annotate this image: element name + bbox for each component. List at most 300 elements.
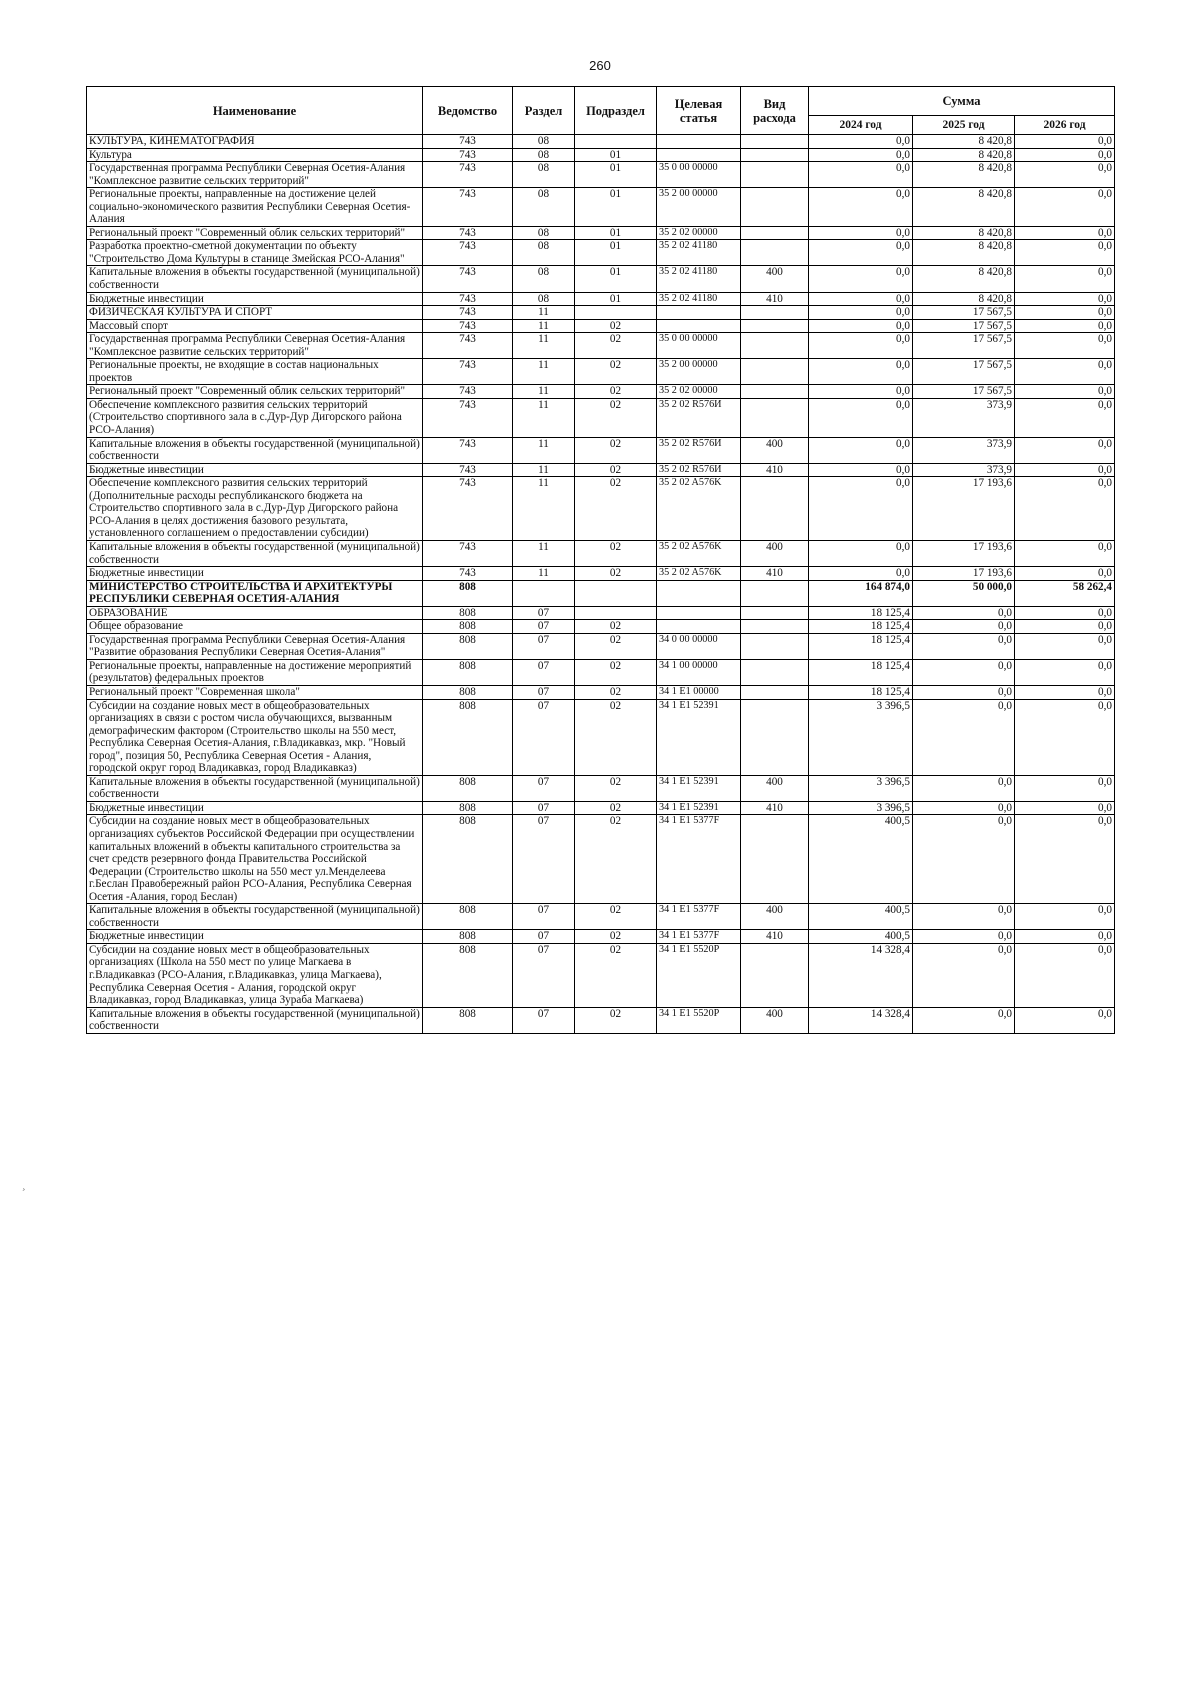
row-sum-2026: 0,0 [1015,359,1115,385]
row-name: Массовый спорт [87,319,423,333]
row-razdel: 07 [513,633,575,659]
row-vid-rashoda [741,620,809,634]
row-celevaya-statya: 34 1 E1 5520P [657,1007,741,1033]
row-sum-2024: 0,0 [809,398,913,437]
table-row [87,359,1115,385]
row-vedomstvo: 808 [423,606,513,620]
row-sum-2026: 0,0 [1015,659,1115,685]
row-podrazdel: 02 [575,398,657,437]
row-vedomstvo: 808 [423,633,513,659]
row-sum-2026: 0,0 [1015,162,1115,188]
row-sum-2025: 17 567,5 [913,385,1015,399]
row-sum-2024: 0,0 [809,385,913,399]
row-sum-2024: 18 125,4 [809,685,913,699]
table-row [87,567,1115,581]
row-celevaya-statya: 35 2 02 A576K [657,477,741,541]
row-sum-2025: 0,0 [913,943,1015,1007]
row-vedomstvo: 743 [423,463,513,477]
row-sum-2026: 0,0 [1015,815,1115,904]
row-podrazdel [575,606,657,620]
table-row [87,540,1115,566]
header-celevaya-statya: Целевая статья [657,87,741,135]
row-name: Региональный проект "Современный облик сельских территорий" [87,385,423,399]
row-sum-2024: 18 125,4 [809,620,913,634]
row-vedomstvo: 808 [423,775,513,801]
row-celevaya-statya: 35 2 00 00000 [657,188,741,227]
row-vid-rashoda: 400 [741,437,809,463]
table-row [87,904,1115,930]
row-vedomstvo: 808 [423,699,513,775]
row-razdel: 11 [513,540,575,566]
row-vid-rashoda [741,685,809,699]
row-sum-2026: 0,0 [1015,620,1115,634]
row-celevaya-statya [657,580,741,606]
row-name: Бюджетные инвестиции [87,801,423,815]
row-sum-2026: 0,0 [1015,306,1115,320]
row-razdel: 07 [513,943,575,1007]
row-sum-2025: 17 193,6 [913,540,1015,566]
row-podrazdel [575,580,657,606]
row-sum-2024: 0,0 [809,567,913,581]
table-row [87,306,1115,320]
row-sum-2026: 0,0 [1015,135,1115,149]
row-vid-rashoda [741,333,809,359]
row-podrazdel: 02 [575,477,657,541]
row-celevaya-statya [657,148,741,162]
row-razdel: 11 [513,567,575,581]
row-razdel: 11 [513,398,575,437]
row-sum-2026: 0,0 [1015,148,1115,162]
row-podrazdel: 02 [575,437,657,463]
row-podrazdel: 02 [575,463,657,477]
row-vedomstvo: 743 [423,135,513,149]
row-name: Бюджетные инвестиции [87,567,423,581]
row-sum-2024: 0,0 [809,266,913,292]
row-vid-rashoda: 400 [741,775,809,801]
row-name: Государственная программа Республики Северная Осетия-Алания "Комплексное развитие сельских территорий" [87,162,423,188]
row-vedomstvo: 743 [423,540,513,566]
row-name: Государственная программа Республики Северная Осетия-Алания "Развитие образования Республики Северная Осетия-Алания" [87,633,423,659]
row-vedomstvo: 808 [423,620,513,634]
row-vid-rashoda [741,319,809,333]
row-razdel: 11 [513,333,575,359]
row-name: Государственная программа Республики Северная Осетия-Алания "Комплексное развитие сельских территорий" [87,333,423,359]
row-celevaya-statya: 34 1 E1 5377F [657,815,741,904]
row-name: Региональные проекты, направленные на достижение целей социально-экономического развития Республики Северная Осетия-Алания [87,188,423,227]
row-celevaya-statya: 35 2 02 R576И [657,463,741,477]
row-name: Капитальные вложения в объекты государственной (муниципальной) собственности [87,437,423,463]
row-celevaya-statya: 35 2 02 41180 [657,240,741,266]
row-vid-rashoda: 400 [741,266,809,292]
row-vid-rashoda [741,815,809,904]
row-razdel: 08 [513,162,575,188]
row-name: Бюджетные инвестиции [87,292,423,306]
row-sum-2026: 0,0 [1015,699,1115,775]
row-celevaya-statya: 35 2 00 00000 [657,359,741,385]
row-razdel: 08 [513,188,575,227]
row-sum-2025: 0,0 [913,659,1015,685]
header-vedomstvo: Ведомство [423,87,513,135]
row-vedomstvo: 808 [423,801,513,815]
row-vid-rashoda [741,240,809,266]
row-sum-2025: 0,0 [913,633,1015,659]
row-sum-2025: 0,0 [913,930,1015,944]
row-podrazdel [575,135,657,149]
row-sum-2025: 8 420,8 [913,148,1015,162]
row-razdel: 07 [513,1007,575,1033]
row-name: Разработка проектно-сметной документации по объекту "Строительство Дома Культуры в станице Змейская РСО-Алания" [87,240,423,266]
row-razdel: 07 [513,699,575,775]
row-vedomstvo: 743 [423,240,513,266]
row-podrazdel: 01 [575,226,657,240]
row-vid-rashoda: 410 [741,463,809,477]
row-name: МИНИСТЕРСТВО СТРОИТЕЛЬСТВА И АРХИТЕКТУРЫ РЕСПУБЛИКИ СЕВЕРНАЯ ОСЕТИЯ-АЛАНИЯ [87,580,423,606]
row-razdel: 07 [513,904,575,930]
row-name: Обеспечение комплексного развития сельских территорий (Строительство спортивного зала в с.Дур-Дур Дигорского района РСО-Алания) [87,398,423,437]
row-celevaya-statya: 35 2 02 R576И [657,398,741,437]
row-name: Бюджетные инвестиции [87,930,423,944]
row-sum-2024: 0,0 [809,162,913,188]
row-name: Региональные проекты, не входящие в состав национальных проектов [87,359,423,385]
row-name: Субсидии на создание новых мест в общеобразовательных организациях в связи с ростом числа обучающихся, вызванным демографическим фактором (Строительство школы на 550 мест, Республика Северная Осетия-Алания, г.Владикавказ, мкр. "Новый город", позиция 50, Республика Северная Осетия - Алания, городской округ город Владикавказ, город Владикавказ) [87,699,423,775]
row-podrazdel: 01 [575,292,657,306]
row-sum-2026: 0,0 [1015,567,1115,581]
row-name: Региональный проект "Современная школа" [87,685,423,699]
row-sum-2026: 0,0 [1015,463,1115,477]
row-sum-2025: 50 000,0 [913,580,1015,606]
row-razdel: 07 [513,930,575,944]
row-sum-2024: 0,0 [809,148,913,162]
row-razdel: 07 [513,801,575,815]
row-podrazdel: 02 [575,801,657,815]
row-razdel: 08 [513,292,575,306]
row-razdel: 08 [513,266,575,292]
row-sum-2025: 8 420,8 [913,188,1015,227]
row-celevaya-statya [657,319,741,333]
row-vid-rashoda [741,188,809,227]
row-sum-2026: 0,0 [1015,437,1115,463]
row-name: Субсидии на создание новых мест в общеобразовательных организациях (Школа на 550 мест по улице Магкаева в г.Владикавказ (РСО-Алания, г.Владикавказ, улица Магкаева), Республика Северная Осетия - Алания, городской округ Владикавказ, город Владикавказ, улица Зураба Магкаева) [87,943,423,1007]
row-name: Капитальные вложения в объекты государственной (муниципальной) собственности [87,1007,423,1033]
row-sum-2024: 400,5 [809,815,913,904]
row-razdel [513,580,575,606]
row-vedomstvo: 808 [423,815,513,904]
row-razdel: 07 [513,659,575,685]
row-podrazdel: 02 [575,620,657,634]
row-sum-2025: 17 193,6 [913,567,1015,581]
row-celevaya-statya: 34 1 E1 52391 [657,699,741,775]
page-number: 260 [589,58,611,73]
row-vedomstvo: 743 [423,306,513,320]
row-vid-rashoda [741,633,809,659]
row-vedomstvo: 743 [423,188,513,227]
row-sum-2025: 8 420,8 [913,135,1015,149]
row-name: Общее образование [87,620,423,634]
row-podrazdel: 02 [575,319,657,333]
row-vedomstvo: 743 [423,292,513,306]
row-razdel: 07 [513,685,575,699]
row-celevaya-statya [657,606,741,620]
row-celevaya-statya: 35 2 02 00000 [657,385,741,399]
row-vedomstvo: 743 [423,567,513,581]
row-name: Бюджетные инвестиции [87,463,423,477]
table-row [87,292,1115,306]
row-sum-2026: 0,0 [1015,930,1115,944]
row-sum-2026: 0,0 [1015,266,1115,292]
table-row [87,477,1115,541]
row-sum-2025: 8 420,8 [913,162,1015,188]
row-celevaya-statya: 34 1 E1 5377F [657,904,741,930]
row-sum-2024: 3 396,5 [809,699,913,775]
table-row [87,943,1115,1007]
row-podrazdel: 01 [575,188,657,227]
row-name: Капитальные вложения в объекты государственной (муниципальной) собственности [87,266,423,292]
row-vedomstvo: 743 [423,319,513,333]
row-sum-2025: 8 420,8 [913,226,1015,240]
row-sum-2026: 0,0 [1015,385,1115,399]
row-vid-rashoda: 410 [741,801,809,815]
row-sum-2026: 0,0 [1015,943,1115,1007]
row-vid-rashoda [741,580,809,606]
row-razdel: 07 [513,815,575,904]
row-vid-rashoda [741,359,809,385]
table-row [87,188,1115,227]
row-sum-2026: 0,0 [1015,319,1115,333]
row-podrazdel: 02 [575,699,657,775]
header-vid-rashoda: Вид расхода [741,87,809,135]
row-razdel: 08 [513,226,575,240]
row-sum-2025: 0,0 [913,801,1015,815]
header-podrazdel: Подраздел [575,87,657,135]
row-razdel: 08 [513,240,575,266]
row-sum-2024: 18 125,4 [809,633,913,659]
row-name: Культура [87,148,423,162]
row-podrazdel: 02 [575,685,657,699]
row-name: ФИЗИЧЕСКАЯ КУЛЬТУРА И СПОРТ [87,306,423,320]
row-vedomstvo: 743 [423,162,513,188]
row-celevaya-statya: 34 1 E1 52391 [657,801,741,815]
row-sum-2025: 0,0 [913,775,1015,801]
table-row [87,620,1115,634]
table-row [87,659,1115,685]
row-celevaya-statya: 35 2 02 A576K [657,567,741,581]
row-vedomstvo: 808 [423,943,513,1007]
row-razdel: 11 [513,477,575,541]
row-vedomstvo: 808 [423,1007,513,1033]
row-sum-2024: 0,0 [809,226,913,240]
row-name: Субсидии на создание новых мест в общеобразовательных организациях субъектов Российской Федерации при осуществлении капитальных вложений в объекты капитального строительства за счет средств резервного фонда Правительства Российской Федерации (Строительство школы на 550 мест ул.Менделеева г.Беслан Правобережный район РСО-Алания, Республика Северная Осетия -Алания, город Беслан) [87,815,423,904]
row-razdel: 08 [513,135,575,149]
row-vid-rashoda: 410 [741,567,809,581]
row-sum-2025: 373,9 [913,437,1015,463]
row-vedomstvo: 808 [423,904,513,930]
row-sum-2025: 373,9 [913,398,1015,437]
row-vedomstvo: 743 [423,266,513,292]
row-vedomstvo: 743 [423,148,513,162]
row-podrazdel: 02 [575,659,657,685]
row-celevaya-statya: 34 1 E1 5520P [657,943,741,1007]
row-razdel: 11 [513,306,575,320]
header-summa: Сумма [809,87,1115,116]
table-row [87,385,1115,399]
table-row [87,633,1115,659]
row-vid-rashoda [741,162,809,188]
row-vedomstvo: 743 [423,398,513,437]
row-sum-2026: 0,0 [1015,801,1115,815]
row-sum-2024: 14 328,4 [809,943,913,1007]
row-vid-rashoda [741,385,809,399]
row-sum-2025: 0,0 [913,1007,1015,1033]
header-year-2025: 2025 год [913,116,1015,135]
row-celevaya-statya: 35 2 02 A576K [657,540,741,566]
row-name: Капитальные вложения в объекты государственной (муниципальной) собственности [87,904,423,930]
row-sum-2025: 17 567,5 [913,306,1015,320]
table-row [87,148,1115,162]
row-sum-2026: 0,0 [1015,540,1115,566]
row-celevaya-statya: 35 0 00 00000 [657,333,741,359]
row-vid-rashoda [741,699,809,775]
row-podrazdel: 02 [575,904,657,930]
table-row [87,930,1115,944]
row-razdel: 11 [513,437,575,463]
margin-mark: ¸ [22,1180,26,1191]
row-razdel: 11 [513,359,575,385]
row-sum-2024: 0,0 [809,240,913,266]
row-sum-2025: 0,0 [913,815,1015,904]
row-vid-rashoda: 410 [741,930,809,944]
table-row [87,437,1115,463]
row-podrazdel: 02 [575,333,657,359]
row-celevaya-statya: 34 1 00 00000 [657,659,741,685]
row-podrazdel: 02 [575,815,657,904]
row-sum-2026: 0,0 [1015,477,1115,541]
row-sum-2025: 17 567,5 [913,359,1015,385]
budget-table [86,86,1115,1034]
row-sum-2024: 0,0 [809,319,913,333]
row-podrazdel: 01 [575,148,657,162]
row-sum-2026: 58 262,4 [1015,580,1115,606]
row-sum-2024: 164 874,0 [809,580,913,606]
row-vid-rashoda [741,943,809,1007]
row-podrazdel: 01 [575,162,657,188]
row-vedomstvo: 743 [423,437,513,463]
row-celevaya-statya: 35 2 02 41180 [657,292,741,306]
row-sum-2025: 0,0 [913,904,1015,930]
row-sum-2025: 0,0 [913,685,1015,699]
row-vid-rashoda [741,226,809,240]
row-sum-2024: 0,0 [809,188,913,227]
row-sum-2026: 0,0 [1015,685,1115,699]
table-row [87,606,1115,620]
row-razdel: 11 [513,463,575,477]
row-sum-2025: 8 420,8 [913,292,1015,306]
row-sum-2024: 0,0 [809,333,913,359]
header-year-2024: 2024 год [809,116,913,135]
row-sum-2025: 17 567,5 [913,319,1015,333]
row-name: Обеспечение комплексного развития сельских территорий (Дополнительные расходы республиканского бюджета на Строительство спортивного зала в с.Дур-Дур Дигорского района РСО-Алания в целях достижения базового результата, установленного соглашением о предоставлении субсидии) [87,477,423,541]
row-vid-rashoda [741,306,809,320]
row-vid-rashoda [741,659,809,685]
row-name: ОБРАЗОВАНИЕ [87,606,423,620]
row-podrazdel: 01 [575,240,657,266]
row-vedomstvo: 743 [423,333,513,359]
row-sum-2024: 3 396,5 [809,801,913,815]
table-row [87,699,1115,775]
row-name: Капитальные вложения в объекты государственной (муниципальной) собственности [87,540,423,566]
row-podrazdel: 02 [575,775,657,801]
table-row [87,1007,1115,1033]
row-razdel: 11 [513,385,575,399]
row-vid-rashoda [741,477,809,541]
row-vedomstvo: 808 [423,659,513,685]
row-vedomstvo: 808 [423,685,513,699]
row-celevaya-statya: 35 2 02 R576И [657,437,741,463]
row-razdel: 07 [513,606,575,620]
row-sum-2025: 17 567,5 [913,333,1015,359]
row-sum-2026: 0,0 [1015,606,1115,620]
table-row [87,162,1115,188]
table-row [87,801,1115,815]
row-sum-2025: 8 420,8 [913,240,1015,266]
row-sum-2024: 0,0 [809,359,913,385]
row-sum-2025: 17 193,6 [913,477,1015,541]
row-podrazdel: 02 [575,385,657,399]
row-vedomstvo: 743 [423,477,513,541]
table-row [87,226,1115,240]
table-row [87,333,1115,359]
row-vedomstvo: 743 [423,226,513,240]
row-vid-rashoda [741,606,809,620]
row-sum-2024: 400,5 [809,904,913,930]
row-celevaya-statya: 34 1 E1 00000 [657,685,741,699]
table-row [87,580,1115,606]
row-celevaya-statya [657,135,741,149]
table-row [87,775,1115,801]
row-vid-rashoda [741,148,809,162]
row-podrazdel: 02 [575,633,657,659]
row-sum-2024: 14 328,4 [809,1007,913,1033]
row-vedomstvo: 743 [423,359,513,385]
row-podrazdel: 02 [575,930,657,944]
row-podrazdel: 02 [575,1007,657,1033]
row-sum-2024: 3 396,5 [809,775,913,801]
row-sum-2026: 0,0 [1015,1007,1115,1033]
row-sum-2026: 0,0 [1015,333,1115,359]
table-row [87,240,1115,266]
row-celevaya-statya: 35 2 02 41180 [657,266,741,292]
row-podrazdel: 01 [575,266,657,292]
table-row [87,135,1115,149]
row-vid-rashoda: 400 [741,904,809,930]
row-sum-2024: 0,0 [809,306,913,320]
row-razdel: 07 [513,775,575,801]
table-row [87,398,1115,437]
row-sum-2026: 0,0 [1015,226,1115,240]
row-name: Капитальные вложения в объекты государственной (муниципальной) собственности [87,775,423,801]
row-celevaya-statya: 34 0 00 00000 [657,633,741,659]
row-sum-2026: 0,0 [1015,775,1115,801]
row-sum-2024: 0,0 [809,292,913,306]
row-sum-2024: 0,0 [809,540,913,566]
row-name: Региональный проект "Современный облик сельских территорий" [87,226,423,240]
header-razdel: Раздел [513,87,575,135]
row-razdel: 11 [513,319,575,333]
row-sum-2026: 0,0 [1015,188,1115,227]
row-podrazdel: 02 [575,359,657,385]
row-sum-2026: 0,0 [1015,292,1115,306]
header-name: Наименование [87,87,423,135]
table-row [87,319,1115,333]
